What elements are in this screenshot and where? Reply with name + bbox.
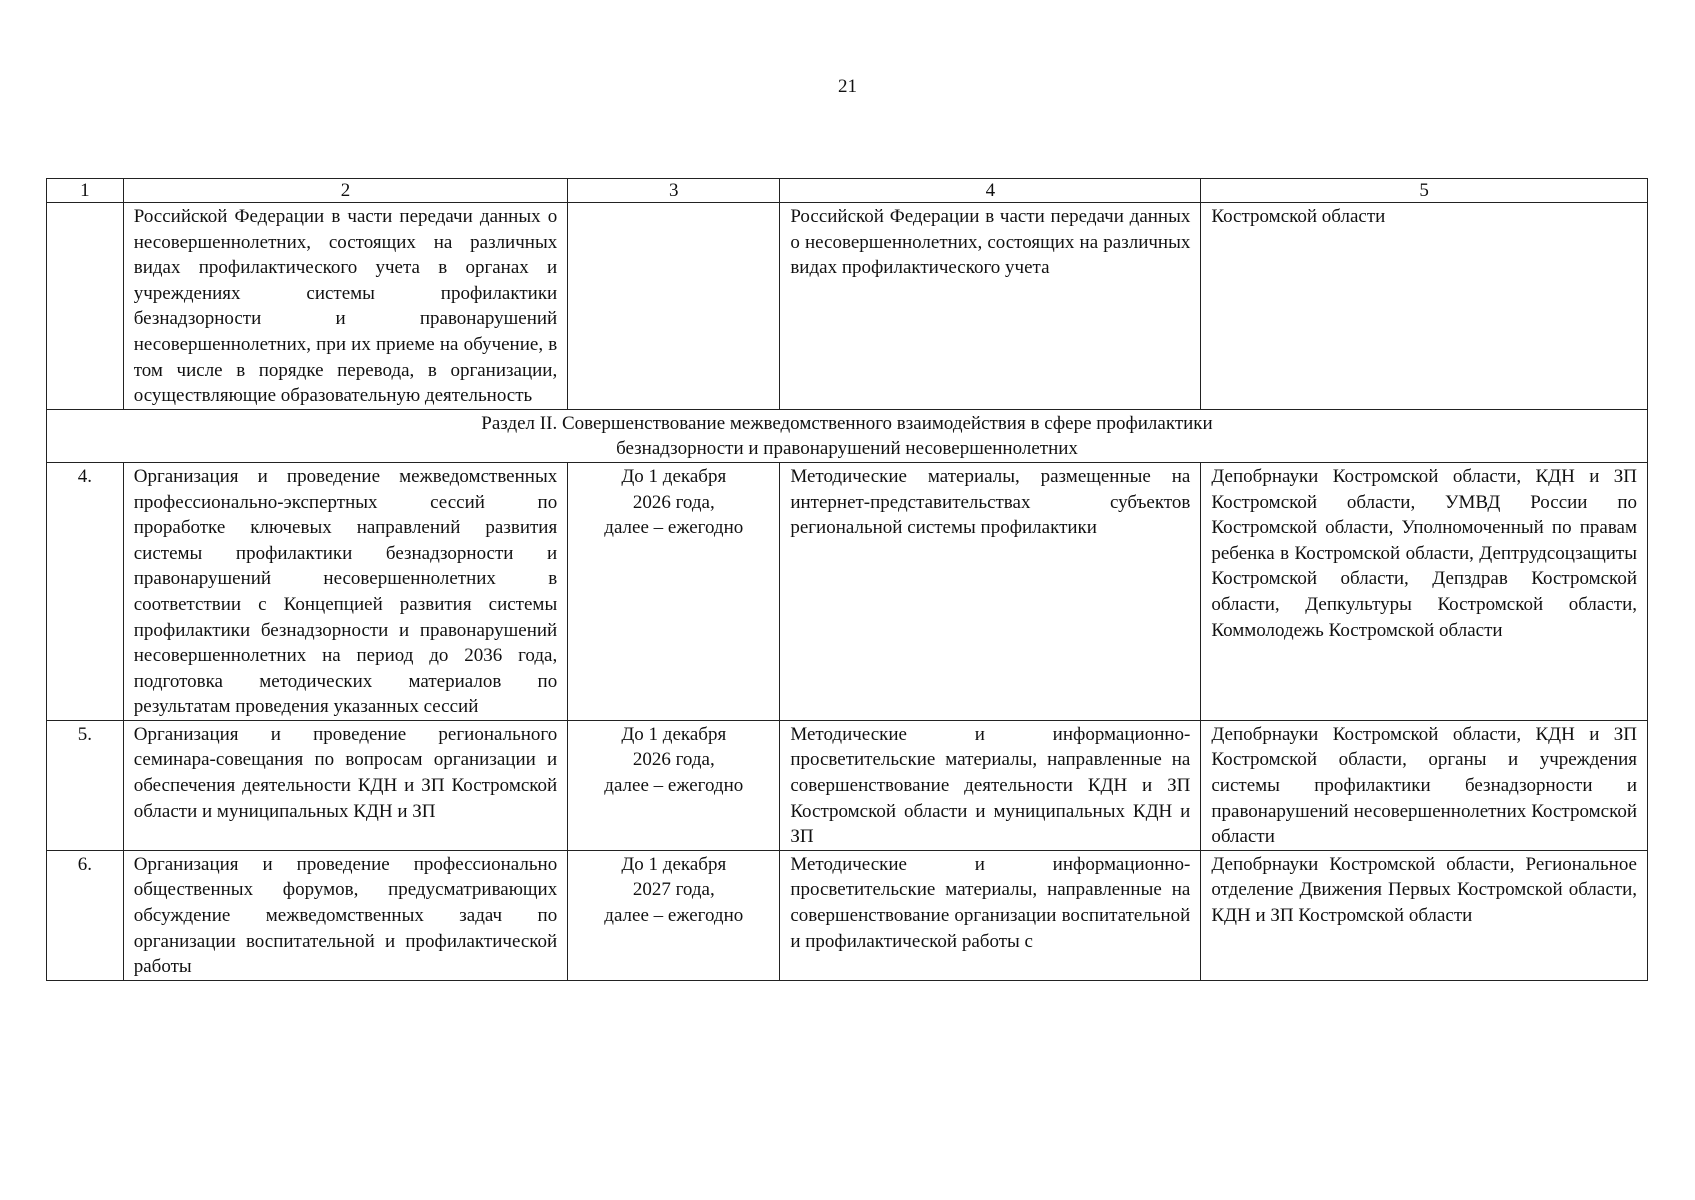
deadline-line: далее – ежегодно <box>604 905 744 927</box>
deadline-line: 2026 года, <box>632 749 715 771</box>
activity-cell: Организация и проведение межведомственных профессионально-экспертных сессий по проработке ключевых направлений развития системы профилактики безнадзорности и правонарушений несовершеннолетних в соответствии с Концепцией развития системы профилактики безнадзорности и правонарушений несовершеннолетних на период до 2036 года, подготовка методических материалов по результатам проведения указанных сессий <box>123 462 567 720</box>
deadline-line: До 1 декабря <box>621 465 727 487</box>
result-cell: Методические и информационно-просветительские материалы, направленные на совершенствование деятельности КДН и ЗП Костромской области и муниципальных КДН и ЗП <box>780 720 1201 850</box>
row-number: 6. <box>47 850 124 980</box>
row-number: 4. <box>47 462 124 720</box>
column-header-3: 3 <box>568 179 780 203</box>
activity-cell: Организация и проведение профессионально общественных форумов, предусматривающих обсуждение межведомственных задач по организации воспитательной и профилактической работы <box>123 850 567 980</box>
deadline-cell <box>568 850 780 980</box>
activity-cell: Организация и проведение регионального семинара-совещания по вопросам организации и обеспечения деятельности КДН и ЗП Костромской области и муниципальных КДН и ЗП <box>123 720 567 850</box>
result-cell: Российской Федерации в части передачи данных о несовершеннолетних, состоящих на различных видах профилактического учета <box>780 203 1201 410</box>
column-number-row <box>47 179 1648 203</box>
deadline-line: далее – ежегодно <box>604 517 744 539</box>
section-heading <box>47 409 1648 462</box>
deadline-line: 2026 года, <box>632 491 715 513</box>
deadline-cell <box>568 720 780 850</box>
responsible-cell: Костромской области <box>1201 203 1648 410</box>
result-cell: Методические материалы, размещенные на интернет-представительствах субъектов региональной системы профилактики <box>780 462 1201 720</box>
column-header-2: 2 <box>123 179 567 203</box>
continuation-row <box>47 203 1648 410</box>
table-row <box>47 850 1648 980</box>
row-number <box>47 203 124 410</box>
responsible-cell: Депобрнауки Костромской области, КДН и ЗП Костромской области, органы и учреждения системы профилактики безнадзорности и правонарушений несовершеннолетних Костромской области <box>1201 720 1648 850</box>
row-number: 5. <box>47 720 124 850</box>
responsible-cell: Депобрнауки Костромской области, Региональное отделение Движения Первых Костромской области, КДН и ЗП Костромской области <box>1201 850 1648 980</box>
activity-cell: Российской Федерации в части передачи данных о несовершеннолетних, состоящих на различных видах профилактического учета в органах и учреждениях системы профилактики безнадзорности и правонарушений несовершеннолетних, при их приеме на обучение, в том числе в порядке перевода, в организации, осуществляющие образовательную деятельность <box>123 203 567 410</box>
section-heading-line-1: Раздел II. Совершенствование межведомственного взаимодействия в сфере профилактики <box>481 412 1213 434</box>
deadline-line: 2027 года, <box>632 879 715 901</box>
deadline-line: До 1 декабря <box>621 853 727 875</box>
plan-table <box>46 178 1648 981</box>
deadline-cell <box>568 203 780 410</box>
table-row <box>47 720 1648 850</box>
result-cell: Методические и информационно-просветительские материалы, направленные на совершенствование организации воспитательной и профилактической работы с <box>780 850 1201 980</box>
section-heading-line-2: безнадзорности и правонарушений несовершеннолетних <box>616 438 1078 460</box>
column-header-4: 4 <box>780 179 1201 203</box>
table-row <box>47 462 1648 720</box>
deadline-line: До 1 декабря <box>621 723 727 745</box>
column-header-1: 1 <box>47 179 124 203</box>
section-heading-row <box>47 409 1648 462</box>
page-number: 21 <box>838 76 857 97</box>
deadline-line: далее – ежегодно <box>604 775 744 797</box>
deadline-cell <box>568 462 780 720</box>
column-header-5: 5 <box>1201 179 1648 203</box>
responsible-cell: Депобрнауки Костромской области, КДН и ЗП Костромской области, УМВД России по Костромской области, Уполномоченный по правам ребенка в Костромской области, Дептрудсоцзащиты Костромской области, Депздрав Костромской области, Депкультуры Костромской области, Коммолодежь Костромской области <box>1201 462 1648 720</box>
